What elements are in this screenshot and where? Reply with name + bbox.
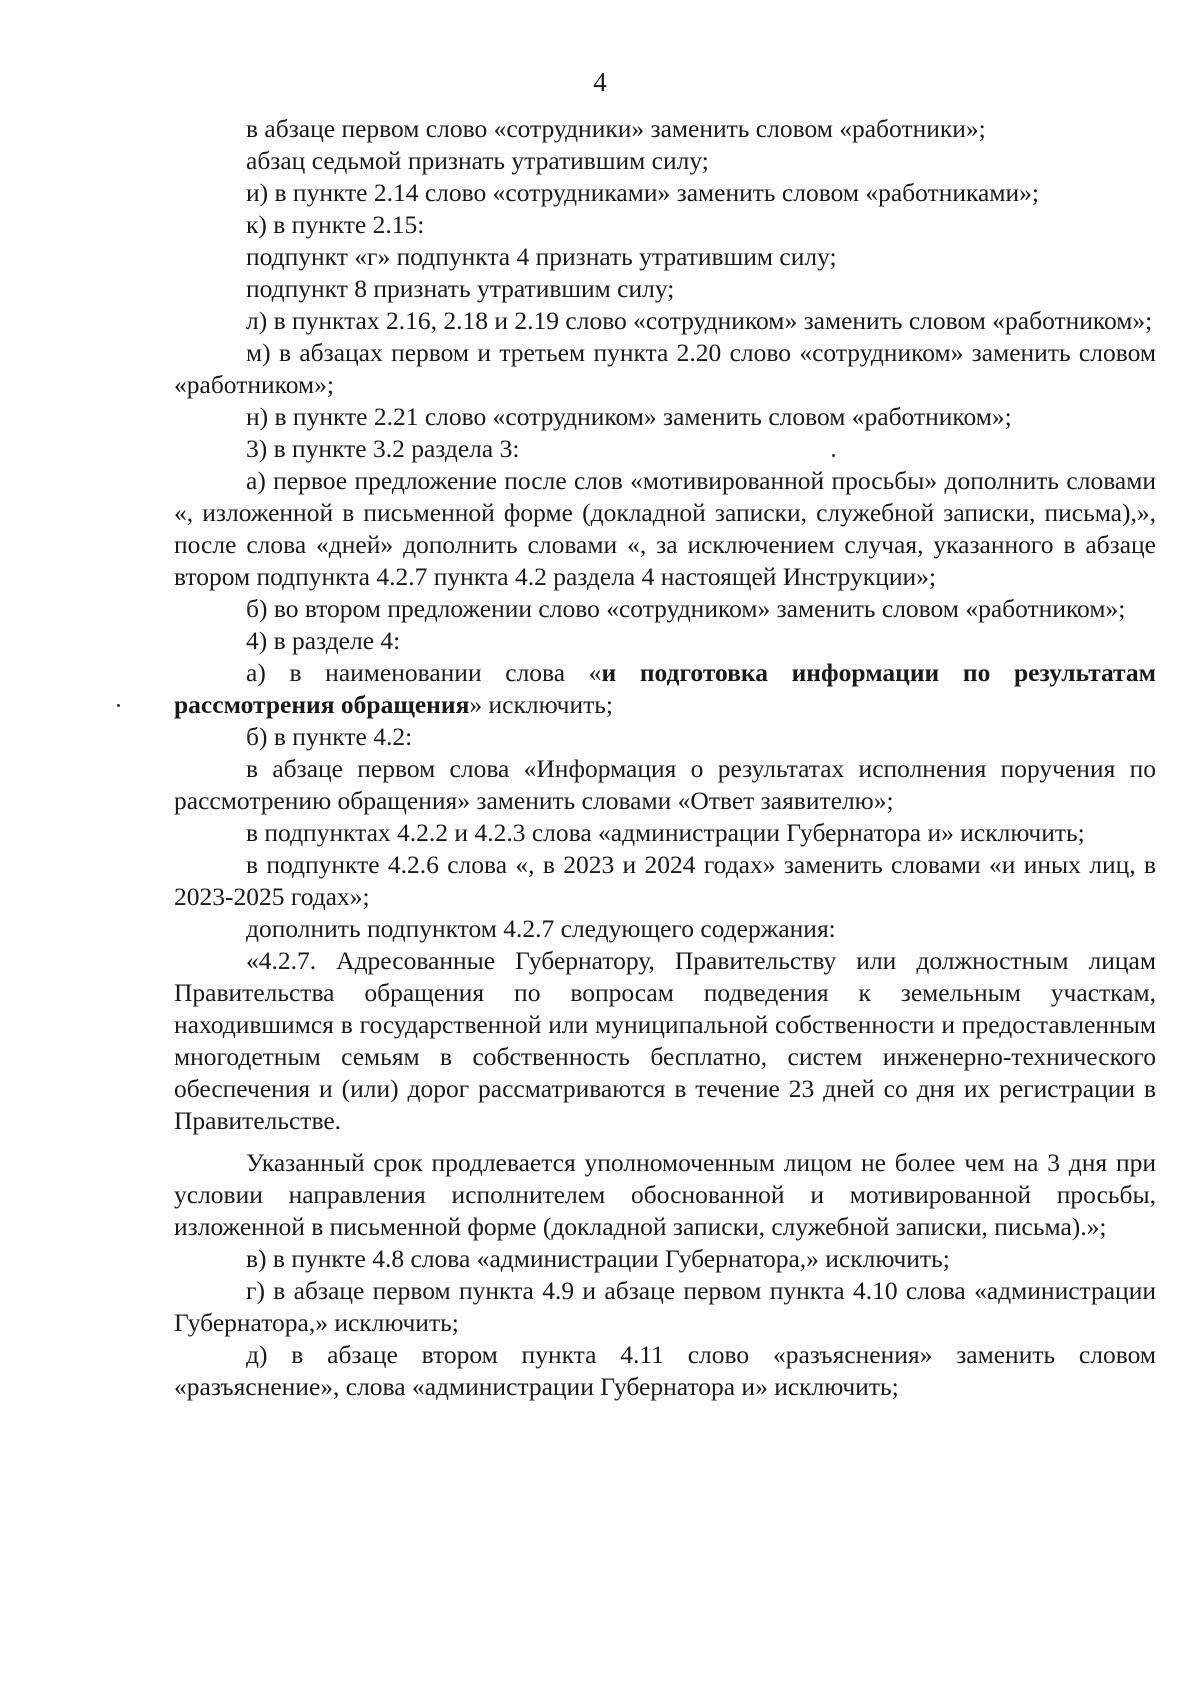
paragraph: л) в пунктах 2.16, 2.18 и 2.19 слово «сотрудником» заменить словом «работником»; — [246, 306, 1153, 335]
paragraph: б) во втором предложении слово «сотрудником» заменить словом «работником»; — [246, 594, 1126, 623]
page-number: 4 — [593, 67, 607, 97]
paragraph: д) в абзаце втором пункта 4.11 слово «разъяснения» заменить словом «разъяснение», слова «администрации Губернатора и» исключить; — [174, 1340, 1156, 1401]
paragraph: м) в абзацах первом и третьем пункта 2.20 слово «сотрудником» заменить словом «работником»; — [174, 338, 1156, 399]
paragraph: 3) в пункте 3.2 раздела 3: — [246, 434, 520, 463]
paragraph: подпункт 8 признать утратившим силу; — [246, 274, 675, 303]
paragraph: б) в пункте 4.2: — [246, 722, 413, 751]
paragraph: в подпунктах 4.2.2 и 4.2.3 слова «администрации Губернатора и» исключить; — [246, 818, 1085, 847]
paragraph-4a — [174, 657, 1156, 721]
para-4a-suffix: » исключить; — [469, 690, 613, 719]
paragraph: в абзаце первом слово «сотрудники» заменить словом «работники»; — [246, 114, 986, 143]
paragraph: а) первое предложение после слов «мотивированной просьбы» дополнить словами «, изложенной в письменной форме (докладной записки, служебной записки, письма),», после слова «дней» дополнить словами «, за исключением случая, указанного в абзаце втором подпункта 4.2.7 пункта 4.2 раздела 4 настоящей Инструкции»; — [174, 466, 1156, 591]
scan-speck — [832, 454, 835, 457]
paragraph: 4) в разделе 4: — [246, 626, 401, 655]
document-body — [174, 113, 1156, 1403]
paragraph: подпункт «г» подпункта 4 признать утратившим силу; — [246, 242, 837, 271]
paragraph: к) в пункте 2.15: — [246, 210, 425, 239]
paragraph: в подпункте 4.2.6 слова «, в 2023 и 2024 годах» заменить словами «и иных лиц, в 2023-2025 годах»; — [174, 850, 1156, 911]
paragraph: Указанный срок продлевается уполномоченным лицом не более чем на 3 дня при условии направления исполнителем обоснованной и мотивированной просьбы, изложенной в письменной форме (докладной записки, служебной записки, письма).»; — [174, 1148, 1156, 1241]
para-4a-prefix: а) в наименовании слова « — [246, 658, 602, 687]
paragraph: и) в пункте 2.14 слово «сотрудниками» заменить словом «работниками»; — [246, 178, 1039, 207]
paragraph: н) в пункте 2.21 слово «сотрудником» заменить словом «работником»; — [246, 402, 1012, 431]
paragraph: г) в абзаце первом пункта 4.9 и абзаце первом пункта 4.10 слова «администрации Губернатора,» исключить; — [174, 1276, 1156, 1337]
paragraph: в абзаце первом слова «Информация о результатах исполнения поручения по рассмотрению обращения» заменить словами «Ответ заявителю»; — [174, 754, 1156, 815]
paragraph: абзац седьмой признать утратившим силу; — [246, 146, 709, 175]
paragraph: «4.2.7. Адресованные Губернатору, Правительству или должностным лицам Правительства обращения по вопросам подведения к земельным участкам, находившимся в государственной или муниципальной собственности и предоставленным многодетным семьям в собственность бесплатно, систем инженерно-технического обеспечения и (или) дорог рассматриваются в течение 23 дней со дня их регистрации в Правительстве. — [174, 946, 1156, 1135]
paragraph: в) в пункте 4.8 слова «администрации Губернатора,» исключить; — [246, 1244, 950, 1273]
para-4a-bold-text: и подготовка информации по результатам рассмотрения обращения — [174, 658, 1157, 719]
paragraph: дополнить подпунктом 4.2.7 следующего содержания: — [246, 914, 836, 943]
scan-speck — [117, 704, 120, 707]
